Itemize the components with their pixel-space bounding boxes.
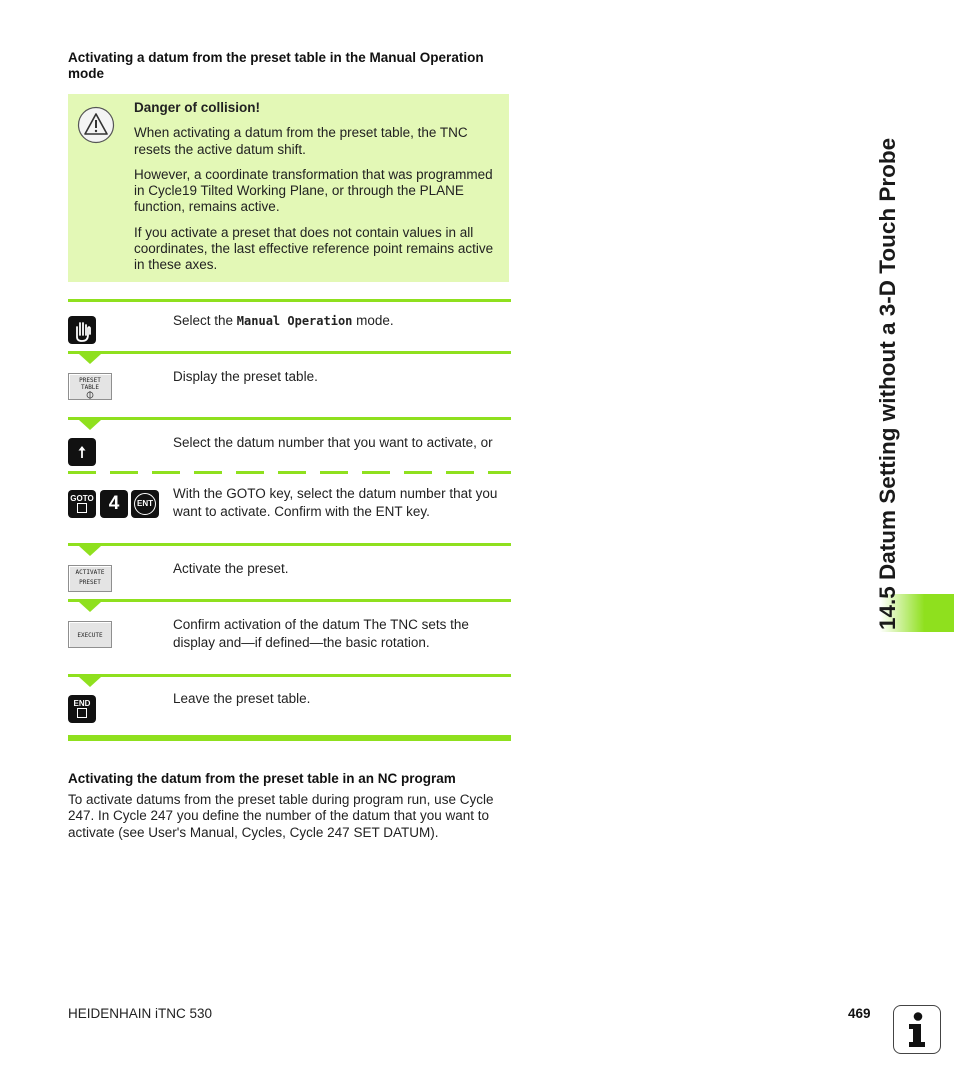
- warning-paragraph: However, a coordinate transformation that was programmed in Cycle19 Tilted Working Plane, or through the PLANE function, remains active.: [134, 166, 493, 215]
- step-text-suffix: mode.: [352, 313, 394, 328]
- warning-title: Danger of collision!: [134, 100, 261, 115]
- step-divider: [68, 351, 511, 354]
- warning-paragraph: If you activate a preset that does not contain values in all coordinates, the last effective reference point remains active in these axes.: [134, 224, 494, 273]
- softkey-label: EXECUTE: [77, 632, 103, 639]
- end-key[interactable]: [68, 695, 96, 723]
- step-text: Leave the preset table.: [173, 691, 311, 706]
- step-text-prefix: Select the: [173, 313, 237, 328]
- collision-warning-box: [68, 94, 509, 282]
- arrow-up-key-icon: [68, 438, 96, 466]
- warning-paragraph: When activating a datum from the preset table, the TNC resets the active datum shift.: [134, 125, 468, 157]
- step-arrow: [79, 546, 101, 556]
- key-label: 4: [108, 493, 120, 514]
- step-divider: [68, 299, 511, 302]
- key-label: END: [73, 699, 91, 708]
- preset-table-softkey[interactable]: [68, 373, 112, 400]
- arrow-up-key[interactable]: [68, 438, 96, 466]
- step-arrow: [79, 420, 101, 430]
- manual-operation-hand-icon: [68, 316, 96, 344]
- step-text: [173, 312, 513, 330]
- softkey-label: TABLE: [80, 384, 100, 391]
- key-label: GOTO: [70, 494, 94, 503]
- step-divider-dashed: [68, 471, 511, 474]
- steps-end-divider: [68, 735, 511, 741]
- warning-triangle-icon: [77, 106, 115, 144]
- step-text: Activate the preset.: [173, 561, 289, 576]
- digit-4-key[interactable]: [100, 490, 128, 518]
- step-divider: [68, 543, 511, 546]
- key-label: ENT: [137, 499, 153, 508]
- step-text: With the GOTO key, select the datum number that you want to activate. Confirm with the ENT key.: [173, 486, 498, 519]
- step-divider: [68, 599, 511, 602]
- step-text: Select the datum number that you want to activate, or: [173, 435, 493, 450]
- footer-brand: HEIDENHAIN iTNC 530: [68, 1006, 213, 1021]
- softkey-label: PRESET: [79, 377, 101, 384]
- softkey-label: ACTIVATE: [75, 569, 105, 576]
- table-icon: [85, 391, 95, 399]
- activate-preset-softkey[interactable]: [68, 565, 112, 592]
- chapter-side-title: 14.5 Datum Setting without a 3-D Touch Probe: [875, 137, 900, 630]
- step-text: Confirm activation of the datum The TNC sets the display and—if defined—the basic rotation.: [173, 617, 469, 650]
- ent-key[interactable]: [131, 490, 159, 518]
- step-divider: [68, 674, 511, 677]
- step-arrow: [79, 602, 101, 612]
- step-arrow: [79, 677, 101, 687]
- info-icon: [893, 1005, 941, 1054]
- goto-box-icon: [77, 503, 87, 513]
- nc-program-body: To activate datums from the preset table during program run, use Cycle 247. In Cycle 247 you define the number of the datum that you want to activate (see User's Manual, Cycles, Cycle 247 SET DATUM).: [68, 792, 494, 840]
- goto-key[interactable]: [68, 490, 96, 518]
- step-divider: [68, 417, 511, 420]
- info-glyph-icon: [894, 1006, 939, 1052]
- page-number: 469: [848, 1006, 871, 1021]
- execute-softkey[interactable]: [68, 621, 112, 648]
- mode-name: Manual Operation: [236, 314, 353, 328]
- section-heading-nc-program: Activating the datum from the preset table in an NC program: [68, 771, 456, 786]
- softkey-label: PRESET: [79, 579, 101, 586]
- step-text: Display the preset table.: [173, 369, 318, 384]
- step-arrow: [79, 354, 101, 364]
- section-heading-manual: Activating a datum from the preset table in the Manual Operation mode: [68, 50, 484, 81]
- manual-operation-key[interactable]: [68, 316, 96, 344]
- end-box-icon: [77, 708, 87, 718]
